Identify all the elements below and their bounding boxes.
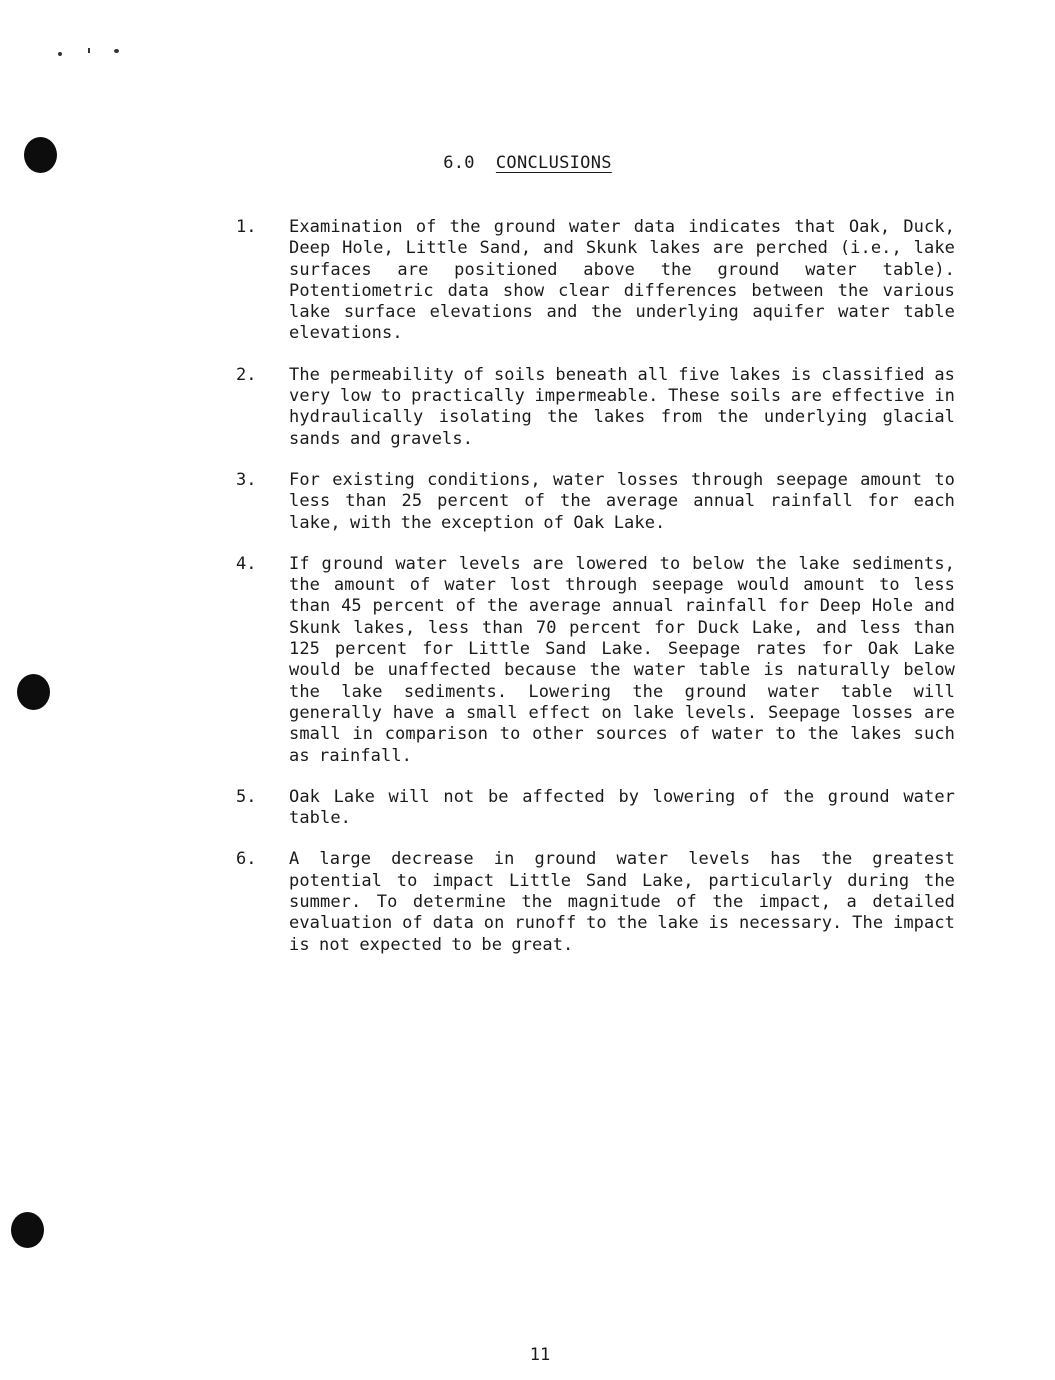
list-item <box>236 365 956 450</box>
list-item <box>236 217 956 345</box>
section-title: CONCLUSIONS <box>495 153 612 173</box>
item-number: 2. <box>236 364 257 385</box>
punch-hole <box>11 1212 44 1248</box>
list-item <box>236 787 956 830</box>
item-text: For existing conditions, water losses through seepage amount to less than 25 percent of the average annual rainfall for each lake, with the exception of Oak Lake. <box>289 469 955 533</box>
list-item <box>236 470 956 534</box>
conclusions-list <box>236 217 956 976</box>
item-text: Examination of the ground water data indicates that Oak, Duck, Deep Hole, Little Sand, and Skunk lakes are perched (i.e., lake surfaces are positioned above the ground water table). Potentiometric data show clear differences between the various lake surface elevations and the underlying aquifer water table elevations. <box>289 217 955 344</box>
scan-speck <box>114 49 119 53</box>
section-heading <box>0 153 1055 173</box>
punch-hole <box>17 674 50 710</box>
item-text: A large decrease in ground water levels has the greatest potential to impact Little Sand Lake, particularly during the summer. To determine the magnitude of the impact, a detailed evaluation of data on runoff to the lake is necessary. The impact is not expected to be great. <box>289 849 955 955</box>
item-text: If ground water levels are lowered to below the lake sediments, the amount of water lost through seepage would amount to less than 45 percent of the average annual rainfall for Deep Hole and Skunk lakes, less than 70 percent for Duck Lake, and less than 125 percent for Little Sand Lake. Seepage rates for Oak Lake would be unaffected because the water table is naturally below the lake sediments. Lowering the ground water table will generally have a small effect on lake levels. Seepage losses are small in comparison to other sources of water to the lakes such as rainfall. <box>289 553 955 766</box>
item-number: 6. <box>236 849 257 870</box>
scan-speck <box>88 48 90 53</box>
item-number: 1. <box>236 217 257 237</box>
item-text: Oak Lake will not be affected by lowering of the ground water table. <box>289 786 955 829</box>
section-number: 6.0 <box>443 153 475 173</box>
item-text: The permeability of soils beneath all five lakes is classified as very low to practically impermeable. These soils are effective in hydraulically isolating the lakes from the underlying glacial sands and gravels. <box>289 364 955 449</box>
item-number: 5. <box>236 786 257 807</box>
scan-speck <box>58 52 62 56</box>
list-item <box>236 554 956 767</box>
item-number: 4. <box>236 553 257 574</box>
list-item <box>236 849 956 955</box>
page-number: 11 <box>529 1345 551 1365</box>
item-number: 3. <box>236 469 257 490</box>
